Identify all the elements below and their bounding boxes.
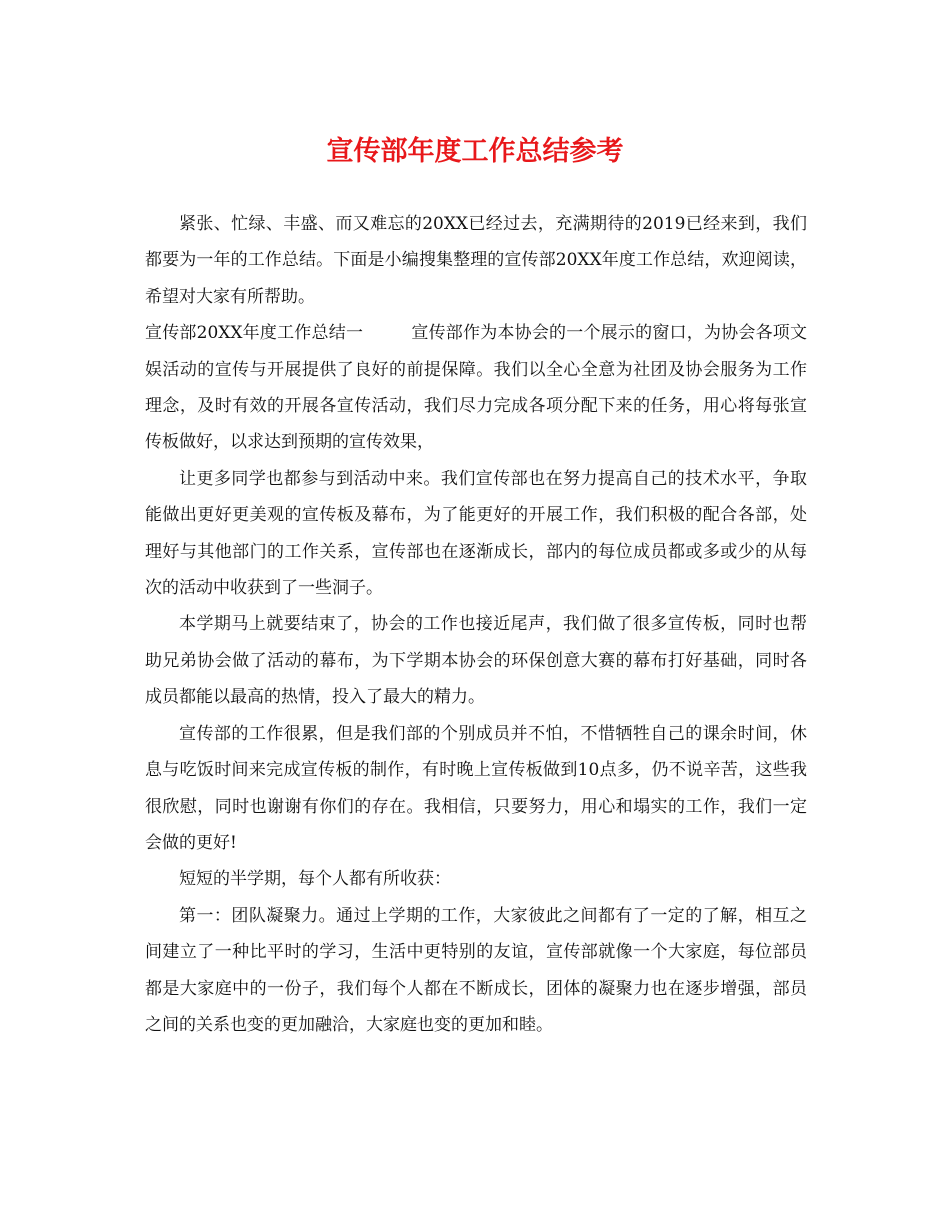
section-paragraph bbox=[145, 315, 807, 461]
intro-paragraph: 紧张、忙绿、丰盛、而又难忘的20XX已经过去，充满期待的2019已经来到，我们都要为一年的工作总结。下面是小编搜集整理的宣传部20XX年度工作总结，欢迎阅读，希望对大家有所帮助。 bbox=[145, 214, 807, 307]
body-paragraph: 短短的半学期，每个人都有所收获： bbox=[179, 869, 451, 890]
body-paragraph: 宣传部的工作很累，但是我们部的个别成员并不怕，不惜牺牲自己的课余时间，休息与吃饭时间来完成宣传板的制作，有时晚上宣传板做到10点多，仍不说辛苦，这些我很欣慰，同时也谢谢有你们的存在。我相信，只要努力，用心和塌实的工作，我们一定会做的更好! bbox=[145, 723, 807, 853]
body-paragraph: 本学期马上就要结束了，协会的工作也接近尾声，我们做了很多宣传板，同时也帮助兄弟协会做了活动的幕布，为下学期本协会的环保创意大赛的幕布打好基础，同时各成员都能以最高的热情，投入了最大的精力。 bbox=[145, 614, 807, 708]
body-paragraph: 让更多同学也都参与到活动中来。我们宣传部也在努力提高自己的技术水平，争取能做出更好更美观的宣传板及幕布，为了能更好的开展工作，我们积极的配合各部，处理好与其他部门的工作关系，宣传部也在逐渐成长，部内的每位成员都或多或少的从每次的活动中收获到了一些洞子。 bbox=[145, 468, 807, 599]
document-body bbox=[145, 206, 807, 1043]
section-heading: 宣传部20XX年度工作总结一 bbox=[145, 323, 364, 344]
section-first-paragraph: 宣传部作为本协会的一个展示的窗口，为协会各项文娱活动的宣传与开展提供了良好的前提保障。我们以全心全意为社团及协会服务为工作理念，及时有效的开展各宣传活动，我们尽力完成各项分配下来的任务，用心将每张宣传板做好，以求达到预期的宣传效果， bbox=[145, 323, 807, 453]
body-paragraph: 第一：团队凝聚力。通过上学期的工作，大家彼此之间都有了一定的了解，相互之间建立了一种比平时的学习，生活中更特别的友谊，宣传部就像一个大家庭，每位部员都是大家庭中的一份子，我们每个人都在不断成长，团体的凝聚力也在逐步增强，部员之间的关系也变的更加融洽，大家庭也变的更加和睦。 bbox=[145, 905, 807, 1035]
document-title: 宣传部年度工作总结参考 bbox=[326, 136, 624, 167]
